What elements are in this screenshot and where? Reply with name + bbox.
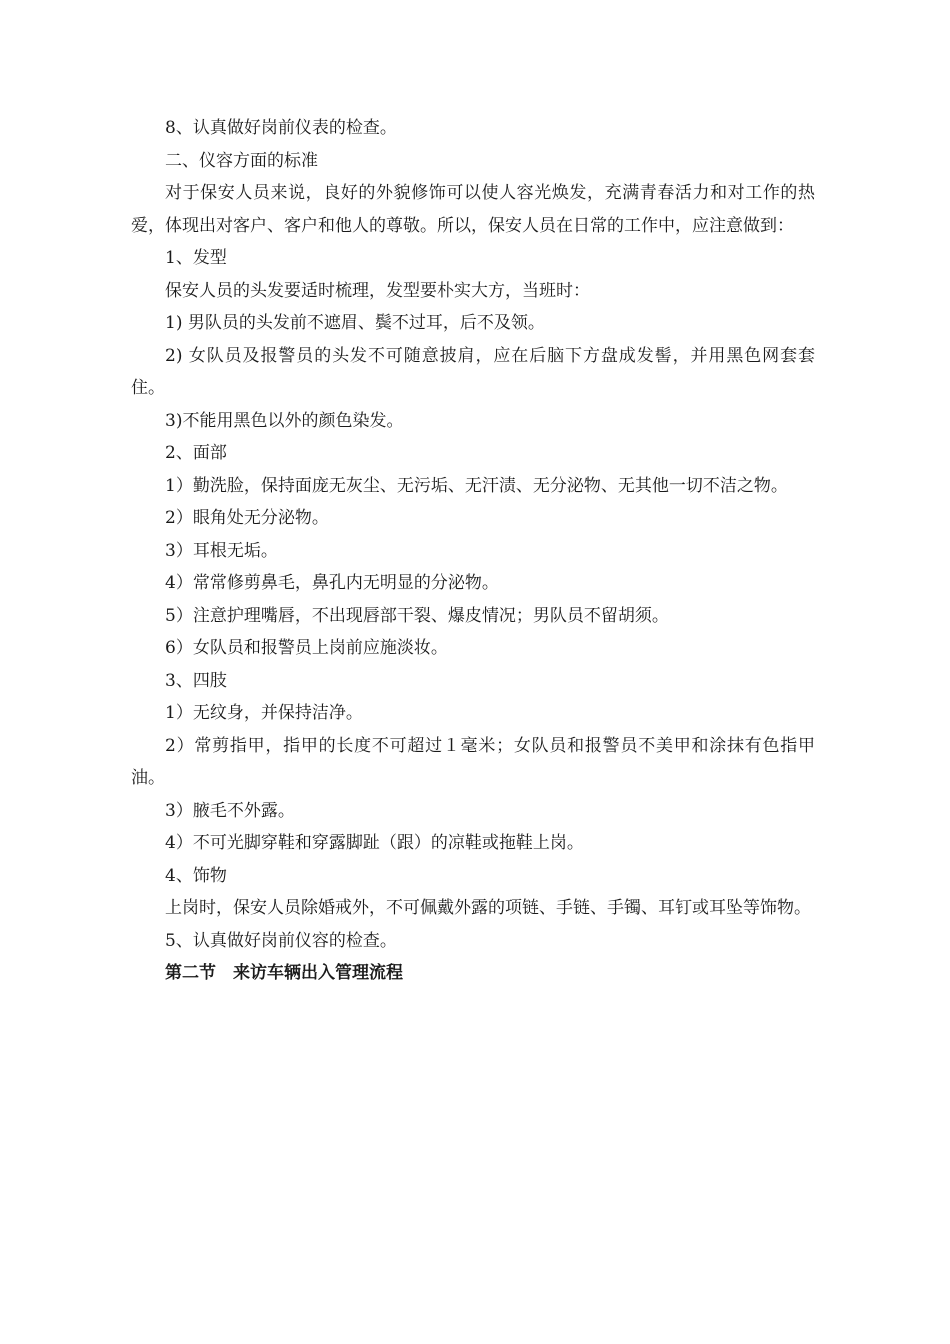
list-item-face-ears: 3）耳根无垢。 [165,540,278,561]
heading-grooming-standards: 二、仪容方面的标准 [165,150,318,171]
list-item-face-makeup: 6）女队员和报警员上岗前应施淡妆。 [165,638,448,658]
list-item-face-wash: 1）勤洗脸，保持面庞无灰尘、无污垢、无汗渍、无分泌物、无其他一切不洁之物。 [165,475,788,496]
list-item-limbs-tattoo: 1）无纹身，并保持洁净。 [165,703,363,723]
subheading-accessories: 4、饰物 [165,865,227,886]
list-item-face-nose: 4）常常修剪鼻毛，鼻孔内无明显的分泌物。 [165,573,499,593]
list-item-hair-male: 1) 男队员的头发前不遮眉、鬓不过耳，后不及领。 [165,313,545,333]
list-item-limbs-underarm: 3）腋毛不外露。 [165,800,295,821]
subheading-limbs: 3、四肢 [165,670,227,691]
list-item-limbs-shoes: 4）不可光脚穿鞋和穿露脚趾（跟）的凉鞋或拖鞋上岗。 [165,833,584,853]
paragraph-hairstyle-intro: 保安人员的头发要适时梳理，发型要朴实大方，当班时： [165,280,590,301]
paragraph-accessories: 上岗时，保安人员除婚戒外，不可佩戴外露的项链、手链、手镯、耳钉或耳坠等饰物。 [165,898,811,918]
section-heading: 第二节 来访车辆出入管理流程 [165,963,403,983]
subheading-hairstyle: 1、发型 [165,248,227,268]
list-item-hair-female: 2) 女队员及报警员的头发不可随意披肩，应在后脑下方盘成发髻，并用黑色网套套住。 [131,345,815,398]
paragraph-grooming-intro: 对于保安人员来说，良好的外貌修饰可以使人容光焕发，充满青春活力和对工作的热爱，体现出对客户、客户和他人的尊敬。所以，保安人员在日常的工作中，应注意做到： [131,183,815,236]
paragraph-item-8-instrument-check: 8、认真做好岗前仪表的检查。 [165,118,397,138]
document-body [131,112,815,990]
list-item-face-eyes: 2）眼角处无分泌物。 [165,508,329,528]
list-item-face-lips: 5）注意护理嘴唇，不出现唇部干裂、爆皮情况；男队员不留胡须。 [165,605,669,626]
list-item-5-grooming-check: 5、认真做好岗前仪容的检查。 [165,930,397,951]
list-item-limbs-nails: 2）常剪指甲，指甲的长度不可超过１毫米；女队员和报警员不美甲和涂抹有色指甲油。 [131,735,815,788]
subheading-face: 2、面部 [165,443,227,463]
list-item-hair-dye: 3)不能用黑色以外的颜色染发。 [165,410,404,431]
